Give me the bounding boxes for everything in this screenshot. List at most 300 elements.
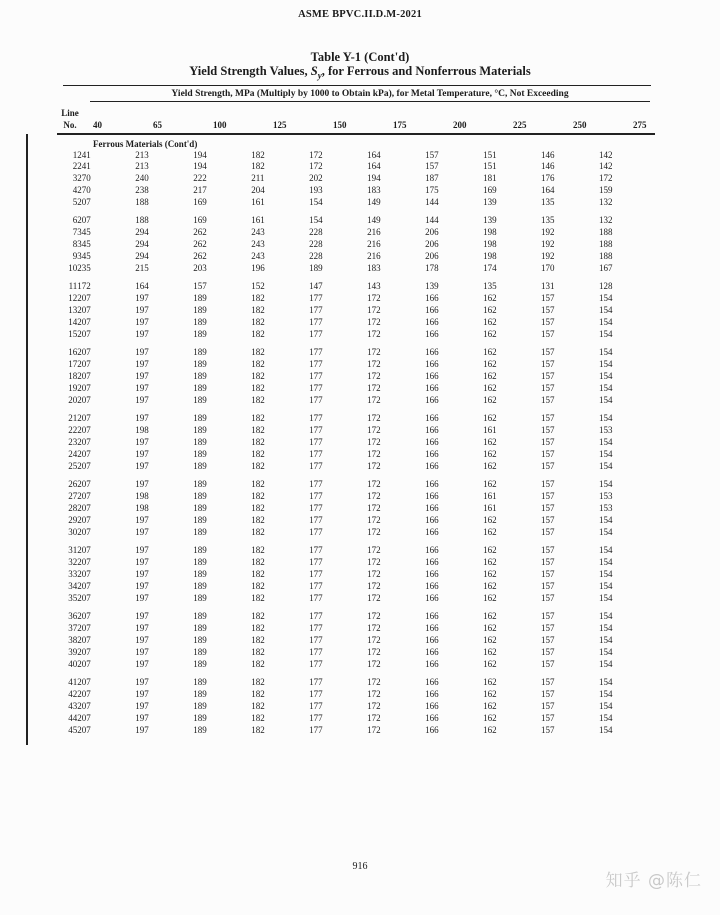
yield-strength-cell: 161 [251,197,265,208]
page-number: 916 [352,861,368,872]
yield-strength-cell: 187 [425,173,439,184]
table-row [57,461,657,473]
title-prefix: Yield Strength Values, [189,64,311,78]
yield-strength-cell: 172 [367,479,381,490]
yield-strength-cell: 135 [541,215,555,226]
yield-strength-cell: 175 [425,185,439,196]
yield-strength-cell: 157 [541,413,555,424]
yield-strength-cell: 182 [251,514,265,525]
yield-strength-cell: 172 [367,545,381,556]
yield-strength-cell: 154 [309,215,323,226]
yield-strength-cell: 188 [135,215,149,226]
spanning-header-rule [90,101,650,102]
yield-strength-cell: 207 [77,526,91,537]
yield-strength-cell: 207 [77,317,91,328]
yield-strength-cell: 154 [599,347,613,358]
yield-strength-cell: 207 [77,371,91,382]
yield-strength-cell: 157 [541,545,555,556]
yield-strength-cell: 177 [309,305,323,316]
yield-strength-cell: 207 [77,623,91,634]
yield-strength-cell: 177 [309,514,323,525]
yield-strength-cell: 162 [483,460,497,471]
yield-strength-cell: 178 [425,263,439,274]
yield-strength-cell: 182 [251,437,265,448]
yield-strength-cell: 177 [309,491,323,502]
yield-strength-cell: 157 [425,161,439,172]
yield-strength-cell: 157 [541,646,555,657]
yield-strength-cell: 157 [541,437,555,448]
yield-strength-cell: 162 [483,569,497,579]
yield-strength-cell: 197 [135,724,149,735]
yield-strength-cell: 166 [425,359,439,370]
yield-strength-cell: 149 [367,215,381,226]
table-row [57,185,657,197]
yield-strength-cell: 153 [599,491,613,502]
yield-strength-cell: 194 [193,161,207,172]
yield-strength-cell: 166 [425,479,439,490]
yield-strength-cell: 198 [135,491,149,502]
yield-strength-cell: 189 [193,359,207,370]
yield-strength-cell: 154 [599,359,613,370]
yield-strength-cell: 157 [541,460,555,471]
yield-strength-cell: 162 [483,658,497,669]
yield-strength-cell: 162 [483,394,497,405]
yield-strength-cell: 154 [599,592,613,603]
yield-strength-cell: 172 [367,569,381,579]
yield-strength-cell: 157 [541,394,555,405]
yield-strength-cell: 207 [77,634,91,645]
table-row [57,611,657,623]
yield-strength-cell: 270 [77,173,91,184]
table-row [57,713,657,725]
yield-strength-cell: 189 [193,425,207,436]
table-row [57,491,657,503]
line-number: 32 [68,557,78,568]
yield-strength-cell: 203 [193,263,207,274]
yield-strength-cell: 182 [251,359,265,370]
line-number: 8 [72,239,78,250]
line-number: 17 [68,359,78,370]
yield-strength-cell: 181 [483,173,497,184]
yield-strength-cell: 131 [541,281,555,292]
yield-strength-cell: 241 [77,149,91,160]
table-row [57,317,657,329]
yield-strength-cell: 207 [77,646,91,657]
yield-strength-cell: 172 [367,514,381,525]
table-row [57,569,657,581]
yield-strength-cell: 197 [135,371,149,382]
yield-strength-cell: 222 [193,173,207,184]
yield-strength-cell: 135 [541,197,555,208]
yield-strength-cell: 177 [309,623,323,634]
watermark: 知乎 @陈仁 [605,871,702,891]
yield-strength-cell: 154 [599,448,613,459]
yield-strength-cell: 192 [541,227,555,238]
yield-strength-cell: 154 [599,700,613,711]
yield-strength-cell: 162 [483,371,497,382]
yield-strength-cell: 172 [367,293,381,304]
yield-strength-cell: 162 [483,317,497,328]
yield-strength-cell: 177 [309,371,323,382]
yield-strength-cell: 169 [483,185,497,196]
line-number: 18 [68,371,78,382]
yield-strength-cell: 241 [77,161,91,172]
yield-strength-cell: 189 [193,545,207,556]
table-row [57,725,657,737]
yield-strength-cell: 166 [425,328,439,339]
table-row [57,395,657,407]
yield-strength-cell: 166 [425,611,439,622]
yield-strength-cell: 172 [367,557,381,568]
yield-strength-cell: 197 [135,359,149,370]
yield-strength-cell: 189 [193,305,207,316]
yield-strength-cell: 177 [309,634,323,645]
table-row [57,173,657,185]
yield-strength-cell: 172 [367,437,381,448]
yield-strength-cell: 151 [483,149,497,160]
yield-strength-cell: 142 [599,161,613,172]
line-number: 11 [68,281,78,292]
yield-strength-cell: 149 [367,197,381,208]
yield-strength-cell: 166 [425,305,439,316]
yield-strength-cell: 189 [193,724,207,735]
line-number: 28 [68,503,78,514]
yield-strength-cell: 177 [309,479,323,490]
yield-strength-cell: 206 [425,239,439,250]
yield-strength-cell: 157 [541,317,555,328]
title-rule [63,85,651,86]
yield-strength-cell: 197 [135,634,149,645]
yield-strength-cell: 166 [425,514,439,525]
yield-strength-cell: 197 [135,712,149,723]
yield-strength-cell: 176 [541,173,555,184]
yield-strength-cell: 189 [193,689,207,700]
yield-strength-cell: 207 [77,689,91,700]
yield-strength-cell: 154 [599,317,613,328]
yield-strength-cell: 177 [309,557,323,568]
table-row [57,383,657,395]
temperature-column-header: 100 [213,119,227,130]
yield-strength-cell: 182 [251,712,265,723]
table-body [57,135,657,737]
table-row [57,305,657,317]
yield-strength-cell: 177 [309,689,323,700]
yield-strength-cell: 157 [541,383,555,394]
yield-strength-cell: 182 [251,371,265,382]
yield-strength-cell: 182 [251,545,265,556]
table-row [57,251,657,263]
yield-strength-cell: 157 [541,557,555,568]
line-number: 1 [72,149,78,160]
yield-strength-cell: 166 [425,569,439,579]
yield-strength-cell: 197 [135,658,149,669]
table-row [57,479,657,491]
table-row [57,263,657,275]
yield-strength-cell: 162 [483,700,497,711]
yield-strength-cell: 162 [483,545,497,556]
yield-strength-cell: 154 [599,689,613,700]
yield-strength-cell: 182 [251,413,265,424]
yield-strength-cell: 182 [251,634,265,645]
yield-strength-cell: 197 [135,611,149,622]
line-number: 34 [68,580,78,591]
yield-strength-cell: 189 [193,557,207,568]
yield-strength-cell: 172 [367,413,381,424]
line-number: 26 [68,479,78,490]
temperature-column-header: 125 [273,119,287,130]
yield-strength-cell: 153 [599,425,613,436]
title-subscript: y [317,70,322,81]
yield-strength-cell: 182 [251,569,265,579]
yield-strength-cell: 194 [367,173,381,184]
yield-strength-cell: 197 [135,545,149,556]
yield-strength-cell: 166 [425,557,439,568]
yield-strength-cell: 197 [135,580,149,591]
yield-strength-cell: 169 [193,197,207,208]
yield-strength-cell: 154 [599,712,613,723]
yield-strength-cell: 189 [193,383,207,394]
yield-strength-cell: 170 [541,263,555,274]
yield-strength-cell: 270 [77,185,91,196]
yield-strength-cell: 157 [541,592,555,603]
yield-strength-cell: 162 [483,413,497,424]
line-number: 24 [68,448,78,459]
yield-strength-cell: 154 [599,460,613,471]
yield-strength-cell: 154 [599,293,613,304]
yield-strength-cell: 217 [193,185,207,196]
yield-strength-cell: 157 [541,677,555,688]
line-no-header-line2: No. [63,119,77,130]
line-number: 31 [68,545,78,556]
yield-strength-cell: 207 [77,293,91,304]
yield-strength-cell: 207 [77,413,91,424]
yield-strength-cell: 207 [77,491,91,502]
yield-strength-cell: 139 [483,215,497,226]
yield-strength-cell: 197 [135,347,149,358]
line-number: 5 [72,197,78,208]
yield-strength-cell: 228 [309,251,323,262]
yield-strength-cell: 228 [309,239,323,250]
yield-strength-cell: 197 [135,437,149,448]
yield-strength-cell: 166 [425,700,439,711]
yield-strength-cell: 157 [541,371,555,382]
yield-strength-cell: 207 [77,580,91,591]
yield-strength-cell: 204 [251,185,265,196]
yield-strength-cell: 183 [367,263,381,274]
yield-strength-cell: 162 [483,689,497,700]
yield-strength-cell: 197 [135,305,149,316]
yield-strength-cell: 169 [193,215,207,226]
yield-strength-cell: 197 [135,317,149,328]
yield-strength-cell: 189 [193,413,207,424]
line-number: 37 [68,623,78,634]
yield-strength-cell: 182 [251,317,265,328]
yield-strength-cell: 139 [425,281,439,292]
yield-strength-cell: 197 [135,557,149,568]
yield-strength-cell: 166 [425,677,439,688]
yield-strength-cell: 189 [193,700,207,711]
title-symbol: S [310,64,318,78]
yield-strength-cell: 182 [251,677,265,688]
yield-strength-cell: 162 [483,437,497,448]
yield-strength-cell: 182 [251,724,265,735]
yield-strength-cell: 189 [193,491,207,502]
yield-strength-cell: 243 [251,251,265,262]
table-row [57,150,657,162]
yield-strength-cell: 128 [599,281,613,292]
yield-strength-cell: 177 [309,712,323,723]
yield-strength-cell: 294 [135,239,149,250]
temperature-column-header: 150 [333,119,347,130]
yield-strength-cell: 164 [135,281,149,292]
yield-strength-cell: 240 [135,173,149,184]
yield-strength-cell: 189 [193,371,207,382]
line-number: 3 [72,173,78,184]
table-row [57,371,657,383]
yield-strength-cell: 164 [541,185,555,196]
line-number: 45 [68,724,78,735]
yield-strength-cell: 172 [367,347,381,358]
line-number: 44 [68,712,78,723]
yield-strength-cell: 157 [541,359,555,370]
yield-strength-cell: 144 [425,215,439,226]
table-row [57,503,657,515]
yield-strength-cell: 154 [599,623,613,634]
yield-strength-cell: 166 [425,347,439,358]
yield-strength-cell: 262 [193,251,207,262]
yield-strength-cell: 172 [367,592,381,603]
temperature-column-header: 65 [153,119,162,130]
yield-strength-cell: 157 [541,425,555,436]
line-number: 6 [72,215,78,226]
yield-strength-cell: 172 [367,317,381,328]
table-row [57,647,657,659]
yield-strength-cell: 182 [251,383,265,394]
line-number: 16 [68,347,78,358]
table-row [57,701,657,713]
yield-strength-cell: 139 [483,197,497,208]
table-row [57,515,657,527]
yield-strength-cell: 153 [599,503,613,514]
yield-strength-cell: 182 [251,479,265,490]
yield-strength-cell: 164 [367,149,381,160]
yield-strength-cell: 154 [599,545,613,556]
yield-strength-cell: 162 [483,634,497,645]
yield-strength-cell: 157 [425,149,439,160]
title-suffix: , for Ferrous and Nonferrous Materials [321,64,531,78]
temperature-column-header: 275 [633,119,647,130]
yield-strength-cell: 189 [193,658,207,669]
temperature-column-header: 225 [513,119,527,130]
yield-strength-cell: 172 [367,425,381,436]
yield-strength-cell: 294 [135,251,149,262]
yield-strength-cell: 197 [135,526,149,537]
yield-strength-cell: 182 [251,448,265,459]
yield-strength-cell: 198 [483,251,497,262]
yield-strength-cell: 142 [599,149,613,160]
table-row [57,197,657,209]
yield-strength-cell: 182 [251,689,265,700]
yield-strength-cell: 207 [77,557,91,568]
yield-strength-cell: 157 [541,580,555,591]
yield-strength-cell: 189 [193,394,207,405]
yield-strength-cell: 196 [251,263,265,274]
yield-strength-cell: 192 [541,239,555,250]
line-number: 13 [68,305,78,316]
yield-strength-cell: 197 [135,689,149,700]
table-row [57,677,657,689]
table-row [57,161,657,173]
yield-strength-cell: 172 [367,383,381,394]
line-number: 42 [68,689,78,700]
yield-strength-cell: 177 [309,611,323,622]
yield-strength-cell: 189 [193,526,207,537]
yield-strength-cell: 213 [135,161,149,172]
yield-strength-cell: 189 [193,634,207,645]
yield-strength-cell: 154 [599,514,613,525]
yield-strength-cell: 146 [541,149,555,160]
yield-strength-cell: 243 [251,239,265,250]
yield-strength-cell: 172 [367,359,381,370]
yield-strength-cell: 166 [425,634,439,645]
yield-strength-cell: 182 [251,623,265,634]
yield-strength-cell: 177 [309,700,323,711]
yield-strength-cell: 166 [425,580,439,591]
yield-strength-cell: 207 [77,677,91,688]
yield-strength-cell: 154 [599,634,613,645]
yield-strength-cell: 189 [193,712,207,723]
yield-strength-cell: 215 [135,263,149,274]
yield-strength-cell: 294 [135,227,149,238]
column-headers-row [57,108,657,133]
yield-strength-cell: 188 [599,227,613,238]
table-row [57,425,657,437]
yield-strength-cell: 213 [135,149,149,160]
yield-strength-cell: 154 [599,328,613,339]
yield-strength-cell: 172 [367,328,381,339]
line-number: 14 [68,317,78,328]
yield-strength-cell: 157 [541,448,555,459]
yield-strength-cell: 207 [77,197,91,208]
yield-strength-cell: 132 [599,197,613,208]
yield-strength-cell: 182 [251,491,265,502]
yield-strength-cell: 162 [483,677,497,688]
yield-strength-cell: 166 [425,394,439,405]
yield-strength-cell: 166 [425,460,439,471]
yield-strength-cell: 166 [425,317,439,328]
yield-strength-cell: 207 [77,658,91,669]
line-no-header-line1: Line [61,108,79,118]
yield-strength-cell: 172 [367,394,381,405]
yield-strength-cell: 177 [309,503,323,514]
yield-strength-cell: 345 [77,239,91,250]
yield-strength-cell: 216 [367,227,381,238]
yield-strength-cell: 207 [77,215,91,226]
line-number: 9 [72,251,78,262]
table-row [57,689,657,701]
yield-strength-cell: 197 [135,394,149,405]
yield-strength-cell: 345 [77,251,91,262]
yield-strength-cell: 182 [251,700,265,711]
yield-strength-cell: 182 [251,526,265,537]
yield-strength-cell: 154 [599,383,613,394]
yield-strength-cell: 177 [309,724,323,735]
yield-strength-cell: 189 [193,569,207,579]
yield-strength-cell: 182 [251,425,265,436]
yield-strength-cell: 197 [135,293,149,304]
yield-strength-cell: 172 [367,646,381,657]
yield-strength-cell: 166 [425,425,439,436]
